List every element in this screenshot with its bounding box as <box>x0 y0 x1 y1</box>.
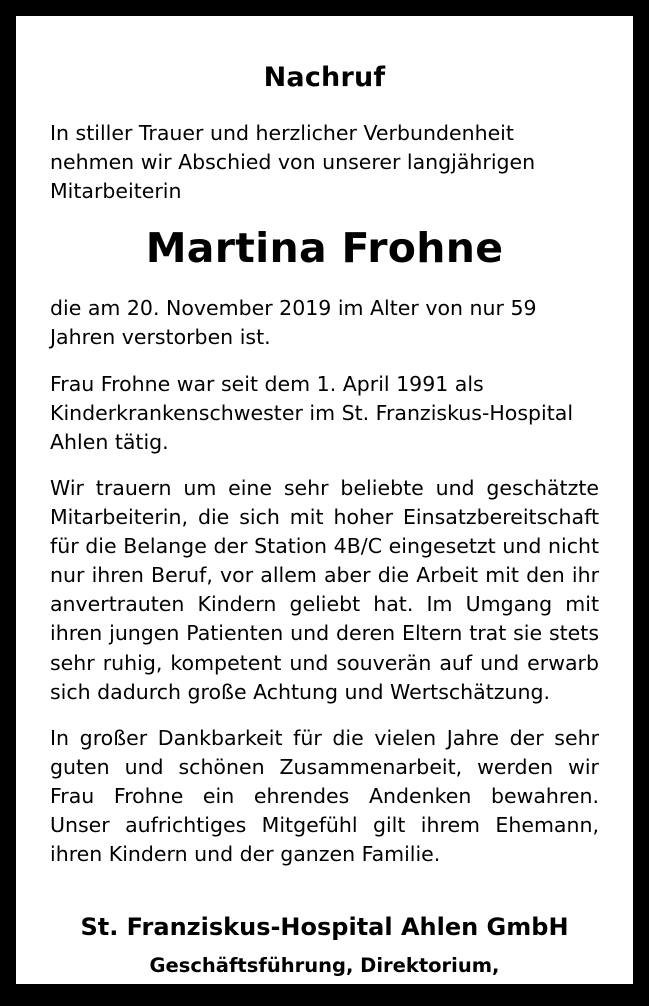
obituary-notice <box>16 16 633 1004</box>
intro-text: In stiller Trauer und herzlicher Verbundenheit nehmen wir Abschied von unserer langjährigen Mitarbeiterin <box>50 121 536 204</box>
footer-signatories-line-2: Mitarbeitervertretung und Mitarbeiter <box>113 980 536 1004</box>
footer-block <box>50 913 599 1006</box>
paragraph-condolences: In großer Dankbarkeit für die vielen Jahre der sehr guten und schönen Zusammenarbeit, werden wir Frau Frohne ein ehrendes Andenken bewahren. Unser aufrichtiges Mitgefühl gilt ihrem Ehemann, ihren Kindern und der ganzen Familie. <box>50 725 599 867</box>
footer-signatories-line-1: Geschäftsführung, Direktorium, <box>149 954 500 978</box>
paragraph-employment: Frau Frohne war seit dem 1. April 1991 als Kinderkrankenschwester im St. Franziskus-Hospital Ahlen tätig. <box>50 371 574 454</box>
paragraph-tribute: Wir trauern um eine sehr beliebte und geschätzte Mitarbeiterin, die sich mit hoher Einsatzbereitschaft für die Belange der Station 4B/C eingesetzt und nicht nur ihren Beruf, vor allem aber die Arbeit mit den ihr anvertrauten Kindern geliebt hat. Im Umgang mit ihren jungen Patienten und deren Eltern trat sie stets sehr ruhig, kompetent und souverän auf und erwarb sich dadurch große Achtung und Wertschätzung. <box>50 475 599 704</box>
paragraph-death-details: die am 20. November 2019 im Alter von nur 59 Jahren verstorben ist. <box>50 296 537 350</box>
page-title: Nachruf <box>263 62 386 93</box>
deceased-name: Martina Frohne <box>145 224 504 273</box>
footer-organization: St. Franziskus-Hospital Ahlen GmbH <box>80 913 569 942</box>
